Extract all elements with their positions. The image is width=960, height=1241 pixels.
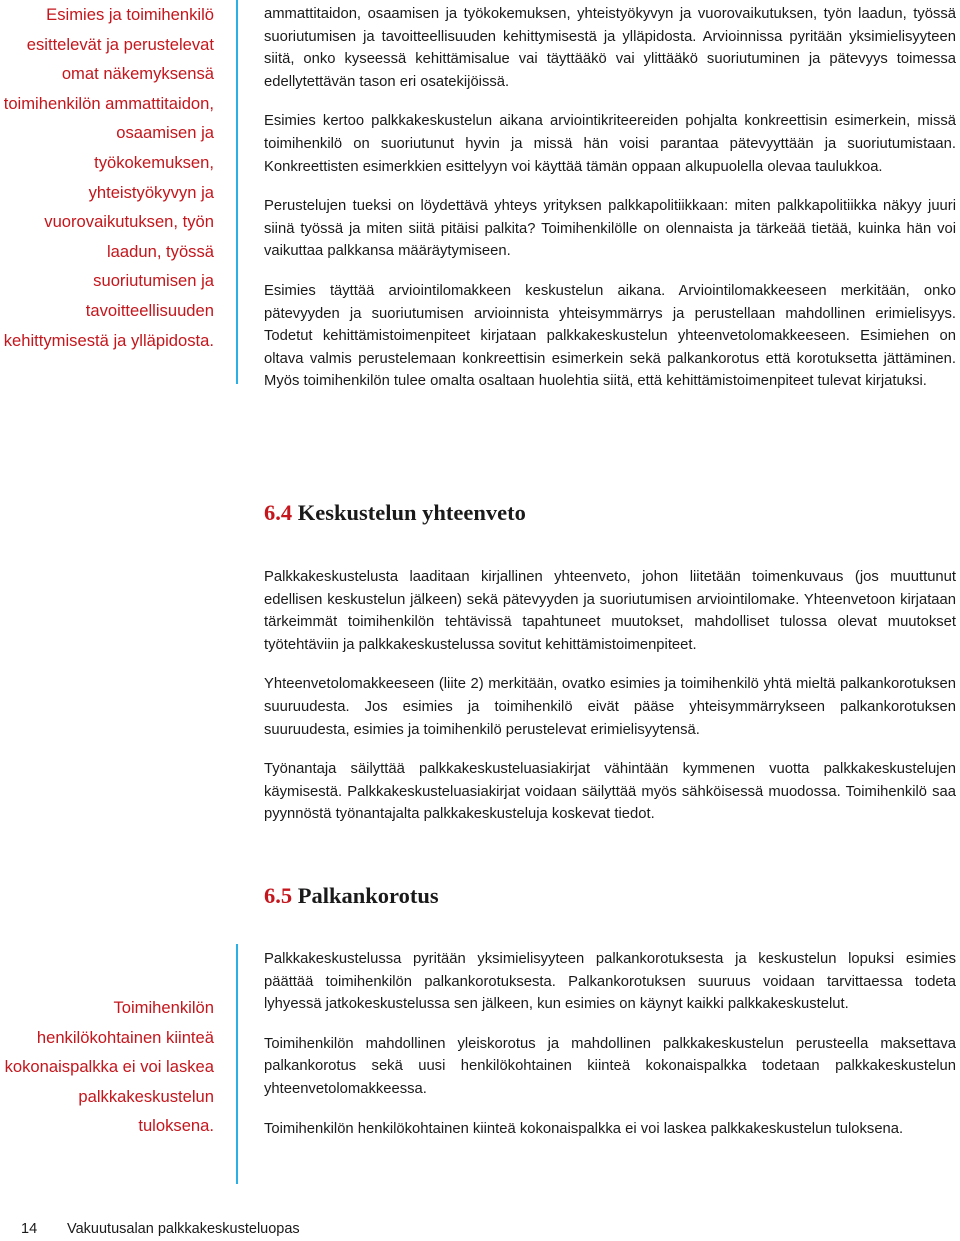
paragraph: Yhteenvetolomakkeeseen (liite 2) merkitään, ovatko esimies ja toimihenkilö yhtä mieltä palkankorotuksen suuruudesta. Jos esimies ja toimihenkilö eivät pääse yhteisymmärrykseen palkankorotuksen suuruudesta, esimies ja toimihenkilö perustelevat erimielisyytensä.: [264, 676, 956, 738]
paragraph: Työnantaja säilyttää palkkakeskusteluasiakirjat vähintään kymmenen vuotta palkkakeskustelujen käymisestä. Palkkakeskusteluasiakirjat voidaan säilyttää myös sähköisessä muodossa. Toimihenkilö saa pyynnöstä työnantajalta palkkakeskusteluja koskevat tiedot.: [264, 761, 956, 823]
body-text-block: [264, 3, 956, 393]
page-number: 14: [21, 1221, 38, 1237]
section-number: 6.5: [264, 883, 293, 908]
paragraph: Esimies kertoo palkkakeskustelun aikana arviointikriteereiden pohjalta konkreettisin esimerkein, missä toimihenkilö on suoriutunut hyvin ja missä hän voisi parantaa pätevyyttään ja suoriutumistaan. Konkreettisten esimerkkien esittelyyn voi käyttää tämän oppaan alkupuolella olevaa taulukkoa.: [264, 113, 956, 175]
pull-quote-bottom: Toimihenkilön henkilökohtainen kiinteä kokonaispalkka ei voi laskea palkkakeskustelun tuloksena.: [4, 998, 214, 1136]
paragraph: Esimies täyttää arviointilomakkeen keskustelun aikana. Arviointilomakkeeseen merkitään, onko pätevyyden ja suoriutumisen arvioinnista yhteisymmärrys ja perustellaan mahdollinen erimielisyys. Todetut kehittämistoimenpiteet kirjataan palkkakeskustelun yhteenvetolomakkeeseen. Esimiehen on oltava valmis perustelemaan konkreettisin esimerkein sekä palkankorotus että korotuksetta jättäminen. Myös toimihenkilön tulee omalta osaltaan huolehtia siitä, että kehittämistoimenpiteet tulevat kirjatuksi.: [264, 282, 956, 390]
section-title: Palkankorotus: [297, 883, 439, 908]
paragraph: Toimihenkilön mahdollinen yleiskorotus ja mahdollinen palkkakeskustelun perusteella maksettava palkankorotus sekä uusi henkilökohtainen kiinteä kokonaispalkka todetaan palkkakeskustelun yhteenvetolomakkeessa.: [264, 1035, 956, 1097]
section-heading-6-5: [264, 883, 439, 909]
section-6-4-body: [264, 566, 956, 826]
section-number: 6.4: [264, 500, 293, 525]
pull-quote-top: Esimies ja toimihenkilö esittelevät ja perustelevat omat näkemyksensä toimihenkilön ammattitaidon, osaamisen ja työkokemuksen, yhteistyökyvyn ja vuorovaikutuksen, työn laadun, työssä suoriutumisen ja tavoitteellisuuden kehittymisestä ja ylläpidosta.: [3, 5, 214, 350]
section-6-5-body: [264, 948, 956, 1140]
paragraph: Perustelujen tueksi on löydettävä yhteys yrityksen palkkapolitiikkaan: miten palkkapolitiikka näkyy juuri siinä työssä ja miten siitä pitäisi palkita? Toimihenkilölle on olennaista ja tärkeää tietää, kuinka hän voi vaikuttaa palkkansa määräytymiseen.: [264, 198, 956, 260]
paragraph: Palkkakeskustelussa pyritään yksimielisyyteen palkankorotuksesta ja keskustelun lopuksi esimies päättää toimihenkilön palkankorotuksesta. Palkankorotuksen suuruus voidaan tarvittaessa todeta lyhyessä jatkokeskustelussa sen jälkeen, kun esimies on käynyt kaikki palkkakeskustelut.: [264, 951, 956, 1013]
section-heading-6-4: [264, 500, 526, 526]
paragraph: ammattitaidon, osaamisen ja työkokemuksen, yhteistyökyvyn ja vuorovaikutuksen, työn laadun, työssä suoriutumisen ja tavoitteellisuuden kehittymisestä ja ylläpidosta. Arvioinnissa pyritään yksimielisyyteen siitä, onko kyseessä kehittämisalue vai täyttääkö vai ylittääkö suoriutuminen ja pätevyys toimessa edellytettävän tason eri osatekijöissä.: [264, 6, 956, 90]
paragraph: Toimihenkilön henkilökohtainen kiinteä kokonaispalkka ei voi laskea palkkakeskustelun tuloksena.: [264, 1120, 904, 1137]
divider-rule-top: [236, 0, 238, 384]
paragraph: Palkkakeskustelusta laaditaan kirjallinen yhteenveto, johon liitetään toimenkuvaus (jos muuttunut edellisen keskustelun jälkeen) sekä pätevyyden ja suoriutumisen arviointilomake. Yhteenvetoon kirjataan tärkeimmät toimihenkilön tehtävissä tapahtuneet muutokset, mahdolliset tulossa olevat muutokset työtehtäviin ja palkkakeskustelussa sovitut kehittämistoimenpiteet.: [264, 569, 956, 653]
page-footer: [0, 1218, 960, 1241]
divider-rule-bottom: [236, 944, 238, 1184]
publication-title: Vakuutusalan palkkakeskusteluopas: [67, 1221, 300, 1237]
section-title: Keskustelun yhteenveto: [297, 500, 526, 525]
